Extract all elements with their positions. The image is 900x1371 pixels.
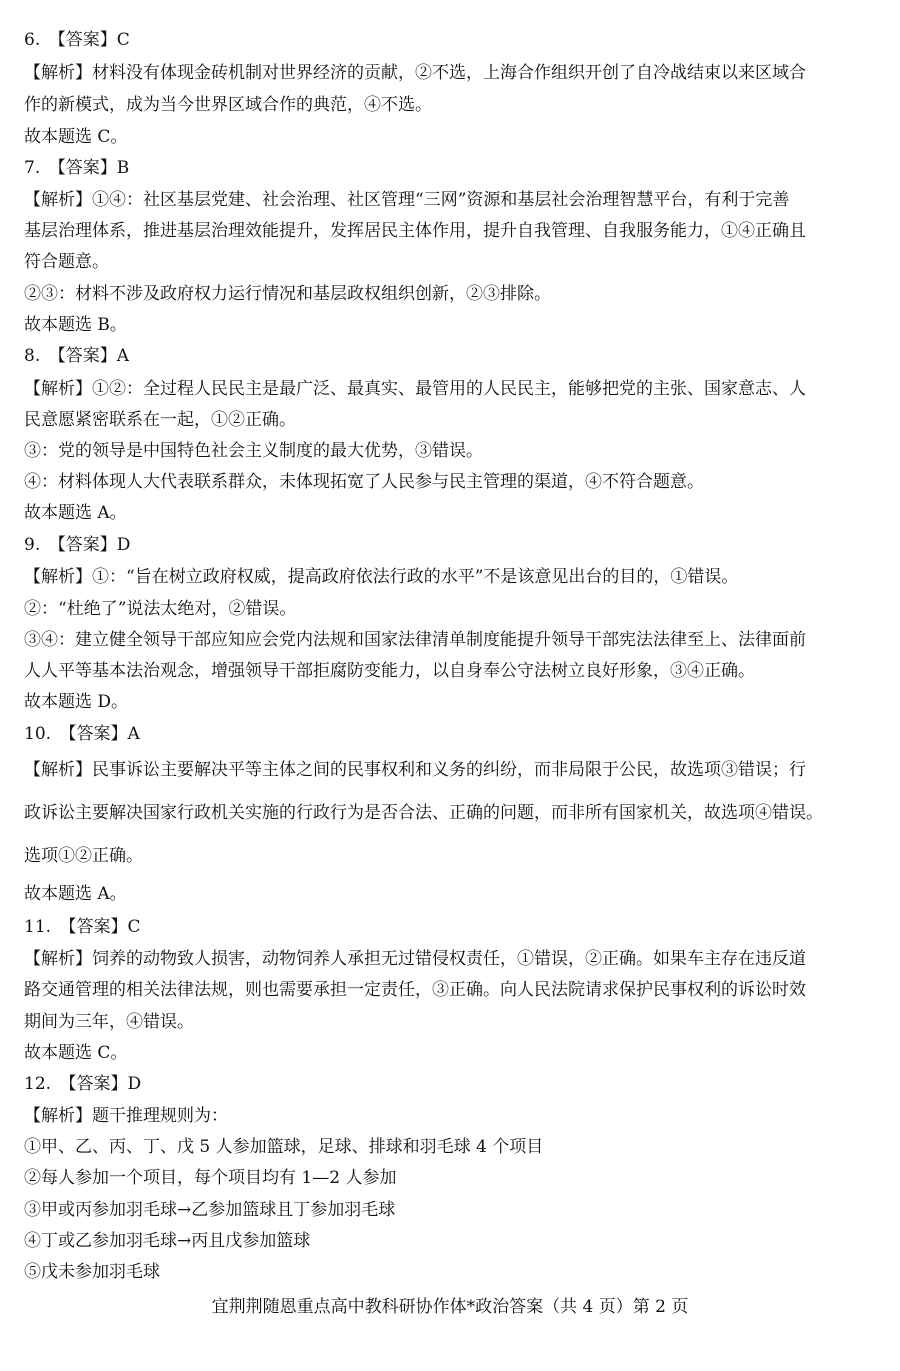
q12-rule-4: ④丁或乙参加羽毛球→丙且戊参加篮球 — [24, 1231, 311, 1251]
q6-analysis-line-1: 【解析】材料没有体现金砖机制对世界经济的贡献，②不选，上海合作组织开创了自冷战结束以来区域合 — [24, 63, 806, 83]
q8-analysis-line-2: 民意愿紧密联系在一起，①②正确。 — [24, 410, 296, 430]
q8-conclusion: 故本题选 A。 — [24, 503, 127, 523]
q6-heading: 6. 【答案】C — [24, 30, 130, 50]
page-footer: 宜荆荆随恩重点高中教科研协作体*政治答案（共 4 页）第 2 页 — [211, 1297, 689, 1317]
q6-conclusion: 故本题选 C。 — [24, 127, 128, 147]
q10-analysis-line-3: 选项①②正确。 — [24, 846, 143, 866]
q8-analysis-line-1: 【解析】①②：全过程人民民主是最广泛、最真实、最管用的人民民主，能够把党的主张、国家意志、人 — [24, 379, 806, 399]
q7-analysis-line-4: ②③：材料不涉及政府权力运行情况和基层政权组织创新，②③排除。 — [24, 284, 551, 304]
q7-analysis-line-1: 【解析】①④：社区基层党建、社会治理、社区管理“三网”资源和基层社会治理智慧平台，有利于完善 — [24, 190, 790, 210]
q7-conclusion: 故本题选 B。 — [24, 315, 127, 335]
q7-heading: 7. 【答案】B — [24, 158, 130, 178]
q8-heading: 8. 【答案】A — [24, 346, 129, 366]
q9-conclusion: 故本题选 D。 — [24, 692, 129, 712]
q9-analysis-line-4: 人人平等基本法治观念，增强领导干部拒腐防变能力，以自身奉公守法树立良好形象，③④正确。 — [24, 661, 755, 681]
q12-rule-5: ⑤戊未参加羽毛球 — [24, 1262, 160, 1282]
q12-rule-1: ①甲、乙、丙、丁、戊 5 人参加篮球，足球、排球和羽毛球 4 个项目 — [24, 1137, 544, 1157]
q6-analysis-line-2: 作的新模式，成为当今世界区域合作的典范，④不选。 — [24, 95, 432, 115]
q12-rule-3: ③甲或丙参加羽毛球→乙参加篮球且丁参加羽毛球 — [24, 1200, 396, 1220]
q8-analysis-line-3: ③：党的领导是中国特色社会主义制度的最大优势，③错误。 — [24, 441, 483, 461]
q7-analysis-line-2: 基层治理体系，推进基层治理效能提升，发挥居民主体作用，提升自我管理、自我服务能力，①④正确且 — [24, 221, 806, 241]
q10-heading: 10. 【答案】A — [24, 724, 140, 744]
q11-heading: 11. 【答案】C — [24, 917, 141, 937]
q9-analysis-line-1: 【解析】①：“旨在树立政府权威，提高政府依法行政的水平”不是该意见出台的目的，①错误。 — [24, 567, 739, 587]
q11-analysis-line-1: 【解析】饲养的动物致人损害，动物饲养人承担无过错侵权责任，①错误，②正确。如果车主存在违反道 — [24, 949, 806, 969]
q12-heading: 12. 【答案】D — [24, 1074, 142, 1094]
q9-heading: 9. 【答案】D — [24, 535, 131, 555]
q11-conclusion: 故本题选 C。 — [24, 1043, 128, 1063]
q11-analysis-line-2: 路交通管理的相关法律法规，则也需要承担一定责任，③正确。向人民法院请求保护民事权利的诉讼时效 — [24, 980, 806, 1000]
q7-analysis-line-3: 符合题意。 — [24, 252, 109, 272]
q12-rule-2: ②每人参加一个项目，每个项目均有 1—2 人参加 — [24, 1168, 397, 1188]
q10-analysis-line-2: 政诉讼主要解决国家行政机关实施的行政行为是否合法、正确的问题，而非所有国家机关，故选项④错误。 — [24, 803, 823, 823]
q9-analysis-line-3: ③④：建立健全领导干部应知应会党内法规和国家法律清单制度能提升领导干部宪法法律至上、法律面前 — [24, 630, 806, 650]
q9-analysis-line-2: ②：“杜绝了”说法太绝对，②错误。 — [24, 599, 297, 619]
q12-analysis-line-1: 【解析】题干推理规则为： — [24, 1106, 228, 1126]
q10-conclusion: 故本题选 A。 — [24, 884, 127, 904]
q8-analysis-line-4: ④：材料体现人大代表联系群众，未体现拓宽了人民参与民主管理的渠道，④不符合题意。 — [24, 472, 704, 492]
q11-analysis-line-3: 期间为三年，④错误。 — [24, 1012, 194, 1032]
q10-analysis-line-1: 【解析】民事诉讼主要解决平等主体之间的民事权利和义务的纠纷，而非局限于公民，故选项③错误；行 — [24, 760, 806, 780]
